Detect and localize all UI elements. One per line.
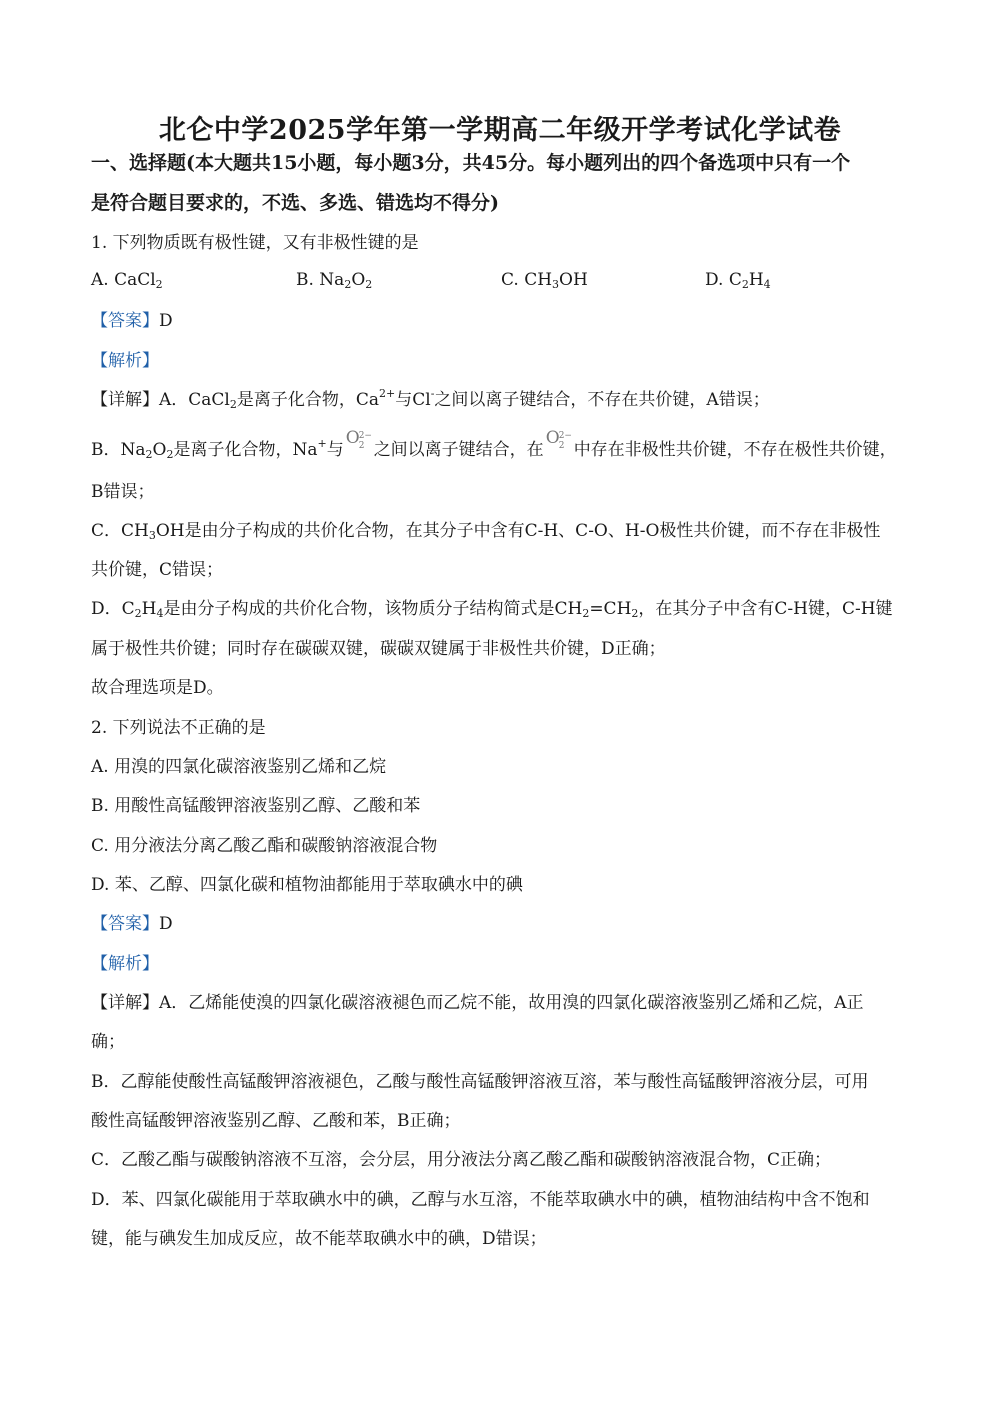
q1-conclusion: 故合理选项是D。 xyxy=(91,678,224,698)
q2-detail-a-cont: 确； xyxy=(91,1032,125,1052)
section-heading-line-2: 是符合题目要求的，不选、多选、错选均不得分) xyxy=(91,192,499,214)
answer-label: 【答案】 xyxy=(91,311,159,331)
q1-detail-a: 【详解】A．CaCl$_2$是离子化合物，$Ca^{2+}$与Cl-之间以离子键结合，不存在共价键，A错误； xyxy=(91,387,770,411)
q1-detail-c-cont: 共价键，C错误； xyxy=(91,560,224,580)
peroxide-ion-1: O 2− 2 xyxy=(345,428,372,451)
option-b: B. $Na_2O_2$ xyxy=(296,270,373,291)
answer-value: D xyxy=(159,311,173,331)
analysis-label: 【解析】 xyxy=(91,954,159,974)
q1-detail-d-cont: 属于极性共价键；同时存在碳碳双键，碳碳双键属于非极性共价键，D正确； xyxy=(91,639,666,659)
detail-label: 【详解】 xyxy=(91,993,159,1013)
q2-detail-b-cont: 酸性高锰酸钾溶液鉴别乙醇、乙酸和苯，B正确； xyxy=(91,1111,461,1131)
question-1-stem: 1. 下列物质既有极性键，又有非极性键的是 xyxy=(91,233,419,253)
answer-label: 【答案】 xyxy=(91,914,159,934)
answer-value: D xyxy=(159,914,173,934)
q1-detail-d: D．$C_2H_4$是由分子构成的共价化合物，该物质分子结构简式是$CH_2=CH_2$，在其分子中含有C-H键，C-H键 xyxy=(91,599,893,620)
option-d: D. $C_2H_4$ xyxy=(705,270,771,291)
question-2-stem: 2. 下列说法不正确的是 xyxy=(91,718,266,738)
q2-option-b: B. 用酸性高锰酸钾溶液鉴别乙醇、乙酸和苯 xyxy=(91,796,421,816)
question-1-answer xyxy=(91,310,921,332)
option-c: C. $CH_3OH$ xyxy=(501,270,588,291)
q1-detail-b: B．$Na_2O_2$是离子化合物，Na+与 O 2− 2 之间以离子键结合，在 O 2− 2 中存在非极性共价键，不存在极性共价键， xyxy=(91,428,897,461)
page-title: 北仑中学2025学年第一学期高二年级开学考试化学试卷 xyxy=(158,115,842,146)
question-1-options xyxy=(91,270,921,292)
question-2-answer xyxy=(91,913,921,935)
q2-detail-d: D．苯、四氯化碳能用于萃取碘水中的碘，乙醇与水互溶，不能萃取碘水中的碘，植物油结构中含不饱和 xyxy=(91,1190,870,1210)
q2-option-a: A. 用溴的四氯化碳溶液鉴别乙烯和乙烷 xyxy=(91,757,387,777)
q2-option-c: C. 用分液法分离乙酸乙酯和碳酸钠溶液混合物 xyxy=(91,836,438,856)
section-heading-line-1: 一、选择题(本大题共15小题，每小题3分，共45分。每小题列出的四个备选项中只有一个 xyxy=(91,152,851,174)
q2-detail-b: B．乙醇能使酸性高锰酸钾溶液褪色，乙酸与酸性高锰酸钾溶液互溶，苯与酸性高锰酸钾溶液分层，可用 xyxy=(91,1072,869,1092)
q1-detail-b-cont: B错误； xyxy=(91,482,155,502)
q2-detail-c: C．乙酸乙酯与碳酸钠溶液不互溶，会分层，用分液法分离乙酸乙酯和碳酸钠溶液混合物，C正确； xyxy=(91,1150,832,1170)
q2-option-d: D. 苯、乙醇、四氯化碳和植物油都能用于萃取碘水中的碘 xyxy=(91,875,523,895)
q2-detail-d-cont: 键，能与碘发生加成反应，故不能萃取碘水中的碘，D错误； xyxy=(91,1229,547,1249)
q2-detail-a: 【详解】A．乙烯能使溴的四氯化碳溶液褪色而乙烷不能，故用溴的四氯化碳溶液鉴别乙烯和乙烷，A正 xyxy=(91,993,864,1013)
analysis-label: 【解析】 xyxy=(91,351,159,371)
option-a: A. CaCl$_2$ xyxy=(91,270,163,291)
q1-detail-c: C．$CH_3OH$是由分子构成的共价化合物，在其分子中含有C-H、C-O、H-O极性共价键，而不存在非极性 xyxy=(91,521,881,542)
detail-label: 【详解】 xyxy=(91,390,159,410)
peroxide-ion-2: O 2− 2 xyxy=(545,428,572,451)
